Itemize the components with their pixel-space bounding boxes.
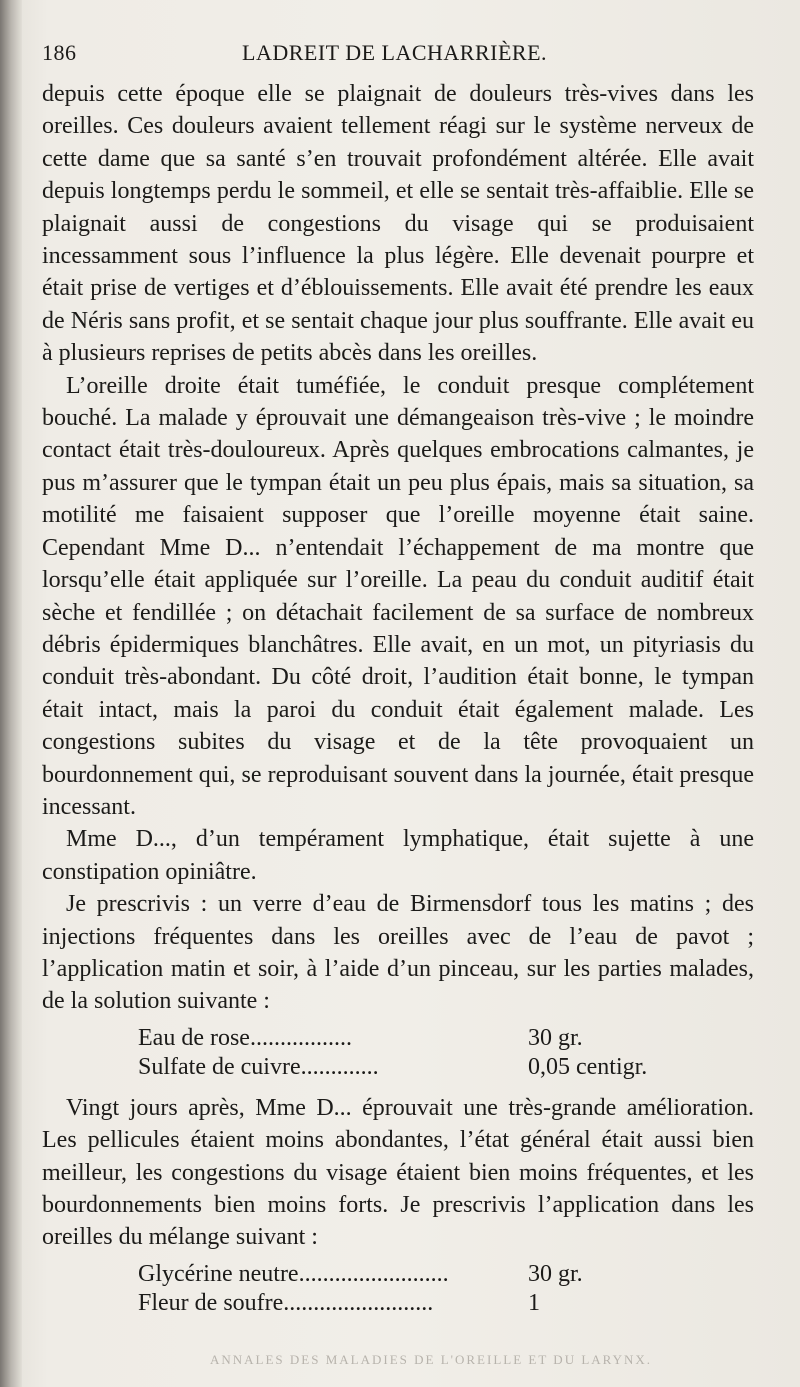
prescription-row [138, 1053, 678, 1082]
page-header [42, 36, 762, 72]
prescription-row [138, 1289, 678, 1318]
ingredient-quantity: 1 [528, 1289, 540, 1316]
prescription-2 [138, 1260, 678, 1318]
paragraph-5: Vingt jours après, Mme D... éprouvait une très-grande amélioration. Les pellicules étaient moins abondantes, l’état général était aussi bien meilleur, les congestions du visage étaient bien moins fréquentes, et les bourdonnements bien moins forts. Je prescrivis l’application dans les oreilles du mélange suivant : [42, 1094, 754, 1251]
ingredient-name: Glycérine neutre......................... [138, 1260, 449, 1287]
ingredient-quantity: 30 gr. [528, 1260, 583, 1287]
paragraph-1: depuis cette époque elle se plaignait de douleurs très-vives dans les oreilles. Ces douleurs avaient tellement réagi sur le système nerveux de cette dame que sa santé s’en trouvait profondément altérée. Elle avait depuis longtemps perdu le sommeil, et elle se sentait très-affaiblie. Elle se plaignait aussi de congestions du visage qui se produisaient incessamment sous l’influence la plus légère. Elle devenait pourpre et était prise de vertiges et d’éblouissements. Elle avait été prendre les eaux de Néris sans profit, et se sentait chaque jour plus souffrante. Elle avait eu à plusieurs reprises de petits abcès dans les oreilles. [42, 81, 754, 367]
page-gutter-shadow [0, 0, 22, 1387]
running-head: LADREIT DE LACHARRIÈRE. [242, 40, 548, 65]
ingredient-name: Fleur de soufre......................... [138, 1289, 434, 1316]
prescription-row [138, 1260, 678, 1289]
paragraph-2: L’oreille droite était tuméfiée, le conduit presque complétement bouché. La malade y éprouvait une démangeaison très-vive ; le moindre contact était très-douloureux. Après quelques embrocations calmantes, je pus m’assurer que le tympan était un peu plus épais, mais sa situation, sa motilité me faisaient supposer que l’oreille moyenne était saine. Cependant Mme D... n’entendait l’échappement de ma montre que lorsqu’elle était appliquée sur l’oreille. La peau du conduit auditif était sèche et fendillée ; on détachait facilement de sa surface de nombreux débris épidermiques blanchâtres. Elle avait, en un mot, un pityriasis du conduit très-abondant. Du côté droit, l’audition était bonne, le tympan était intact, mais la paroi du conduit était également malade. Les congestions subites du visage et de la tête provoquaient un bourdonnement qui, se reproduisant souvent dans la journée, était presque incessant. [42, 372, 754, 820]
page-body [42, 78, 754, 1328]
show-through-footer: ANNALES DES MALADIES DE L'OREILLE ET DU LARYNX. [210, 1352, 653, 1367]
ingredient-name: Eau de rose................. [138, 1024, 352, 1051]
page-number: 186 [42, 40, 77, 65]
prescription-row [138, 1024, 678, 1053]
prescription-1 [138, 1024, 678, 1082]
paragraph-3: Mme D..., d’un tempérament lymphatique, était sujette à une constipation opiniâtre. [42, 826, 754, 885]
paragraph-4: Je prescrivis : un verre d’eau de Birmensdorf tous les matins ; des injections fréquentes dans les oreilles avec de l’eau de pavot ; l’application matin et soir, à l’aide d’un pinceau, sur les parties malades, de la solution suivante : [42, 891, 754, 1015]
ingredient-quantity: 30 gr. [528, 1024, 583, 1051]
ingredient-name: Sulfate de cuivre............. [138, 1053, 379, 1080]
ingredient-quantity: 0,05 centigr. [528, 1053, 648, 1080]
